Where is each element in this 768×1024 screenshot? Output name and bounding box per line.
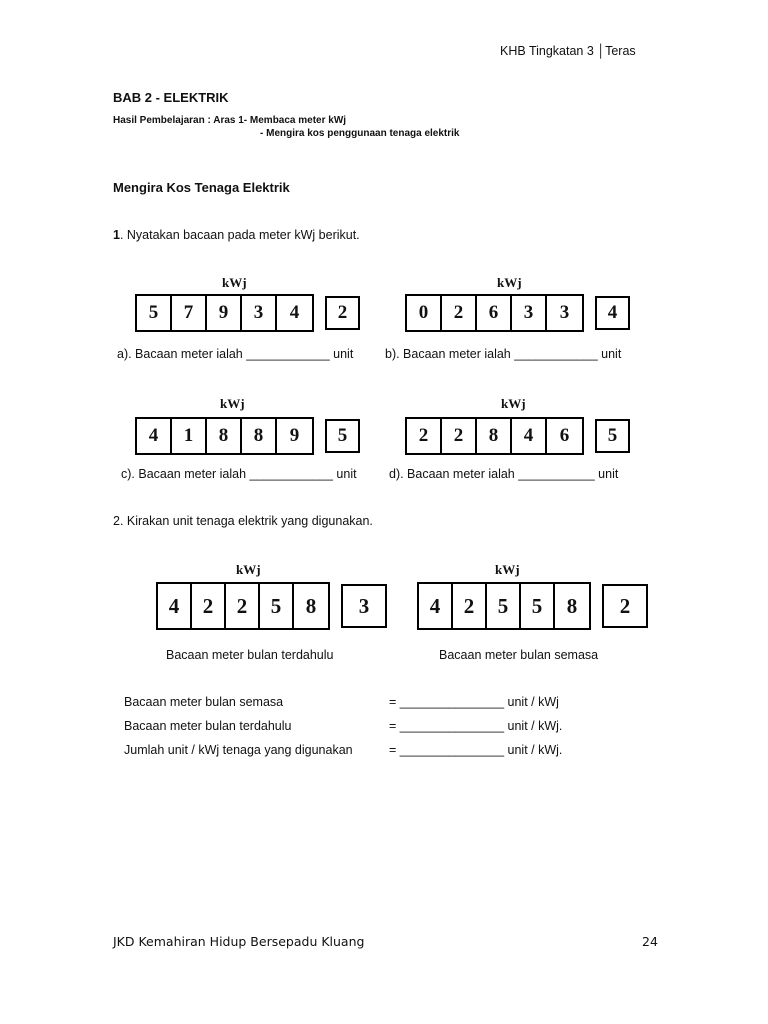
meter-a-caption: a). Bacaan meter ialah ____________ unit <box>117 347 354 361</box>
meter-digit: 4 <box>158 584 192 628</box>
meter-b-caption: b). Bacaan meter ialah ____________ unit <box>385 347 622 361</box>
question-1-text: . Nyatakan bacaan pada meter kWj berikut. <box>119 228 360 242</box>
meter-digit: 8 <box>566 593 578 618</box>
meter-digit: 5 <box>521 584 555 628</box>
meter-digit: 4 <box>289 302 300 323</box>
meter-digit: 9 <box>289 425 300 446</box>
calc-row-answer: = _______________ unit / kWj. <box>389 719 563 733</box>
meter-digit: 2 <box>442 419 477 453</box>
meter-digit: 2 <box>442 296 477 330</box>
meter-c-unit-label: kWj <box>220 396 245 411</box>
meter-decimal-digit: 4 <box>595 296 630 330</box>
meter-d-unit-label: kWj <box>501 396 526 411</box>
meter-digit: 5 <box>487 584 521 628</box>
meter-c <box>135 417 360 455</box>
meter-digit: 2 <box>407 419 442 453</box>
meter-previous-caption: Bacaan meter bulan terdahulu <box>166 648 334 662</box>
meter-current-month <box>417 582 648 630</box>
meter-digit: 9 <box>207 296 242 330</box>
meter-decimal-digit: 2 <box>325 296 360 330</box>
meter-digit: 5 <box>137 296 172 330</box>
meter-digit: 8 <box>477 419 512 453</box>
meter-digit: 2 <box>453 584 487 628</box>
meter-digit: 4 <box>512 419 547 453</box>
meter-decimal-digit: 5 <box>595 419 630 453</box>
calc-row-label: Jumlah unit / kWj tenaga yang digunakan <box>124 743 353 757</box>
page-footer: JKD Kemahiran Hidup Bersepadu Kluang <box>113 934 365 949</box>
meter-current-unit-label: kWj <box>495 562 520 577</box>
meter-b-digits <box>405 294 584 332</box>
calc-row-label: Bacaan meter bulan terdahulu <box>124 719 292 733</box>
meter-digit: 2 <box>192 584 226 628</box>
meter-previous-month <box>156 582 387 630</box>
meter-digit: 4 <box>419 584 453 628</box>
meter-current-caption: Bacaan meter bulan semasa <box>439 648 599 662</box>
meter-decimal-digit: 3 <box>341 584 387 628</box>
meter-digit: 5 <box>260 584 294 628</box>
page-number: 24 <box>642 934 658 949</box>
meter-digit: 3 <box>242 296 277 330</box>
learning-outcome-line1: Hasil Pembelajaran : Aras 1- Membaca meter kWj <box>113 115 347 126</box>
meter-previous-unit-label: kWj <box>236 562 261 577</box>
meter-c-digits <box>135 417 314 455</box>
meter-b <box>405 294 630 332</box>
question-2-prompt: 2. Kirakan unit tenaga elektrik yang digunakan. <box>113 514 373 528</box>
question-1-number: 1 <box>113 228 120 242</box>
meter-d <box>405 417 630 455</box>
section-title: Mengira Kos Tenaga Elektrik <box>113 180 290 195</box>
meter-current-digits <box>417 582 591 630</box>
meter-digit: 8 <box>242 419 277 453</box>
calc-row-label: Bacaan meter bulan semasa <box>124 695 284 709</box>
meter-digit: 8 <box>207 419 242 453</box>
question-1-prompt <box>113 228 360 242</box>
meter-digit: 3 <box>559 302 570 323</box>
meter-decimal-digit: 2 <box>602 584 648 628</box>
meter-previous-digits <box>156 582 330 630</box>
meter-digit: 7 <box>172 296 207 330</box>
calc-row-answer: = _______________ unit / kWj <box>389 695 559 709</box>
chapter-title: BAB 2 - ELEKTRIK <box>113 90 229 105</box>
meter-digit: 6 <box>477 296 512 330</box>
meter-decimal-digit: 5 <box>325 419 360 453</box>
meter-digit: 4 <box>137 419 172 453</box>
meter-d-digits <box>405 417 584 455</box>
meter-digit: 0 <box>407 296 442 330</box>
meter-digit: 3 <box>512 296 547 330</box>
meter-d-caption: d). Bacaan meter ialah ___________ unit <box>389 467 619 481</box>
meter-digit: 1 <box>172 419 207 453</box>
learning-outcome-line2: - Mengira kos penggunaan tenaga elektrik <box>260 128 460 139</box>
meter-digit: 8 <box>305 593 317 618</box>
meter-b-unit-label: kWj <box>497 275 522 290</box>
meter-a-unit-label: kWj <box>222 275 247 290</box>
meter-digit: 2 <box>226 584 260 628</box>
page-header: KHB Tingkatan 3 │Teras <box>500 44 636 58</box>
meter-a-digits <box>135 294 314 332</box>
meter-c-caption: c). Bacaan meter ialah ____________ unit <box>121 467 357 481</box>
calc-row-answer: = _______________ unit / kWj. <box>389 743 563 757</box>
meter-a <box>135 294 360 332</box>
meter-digit: 6 <box>559 425 570 446</box>
